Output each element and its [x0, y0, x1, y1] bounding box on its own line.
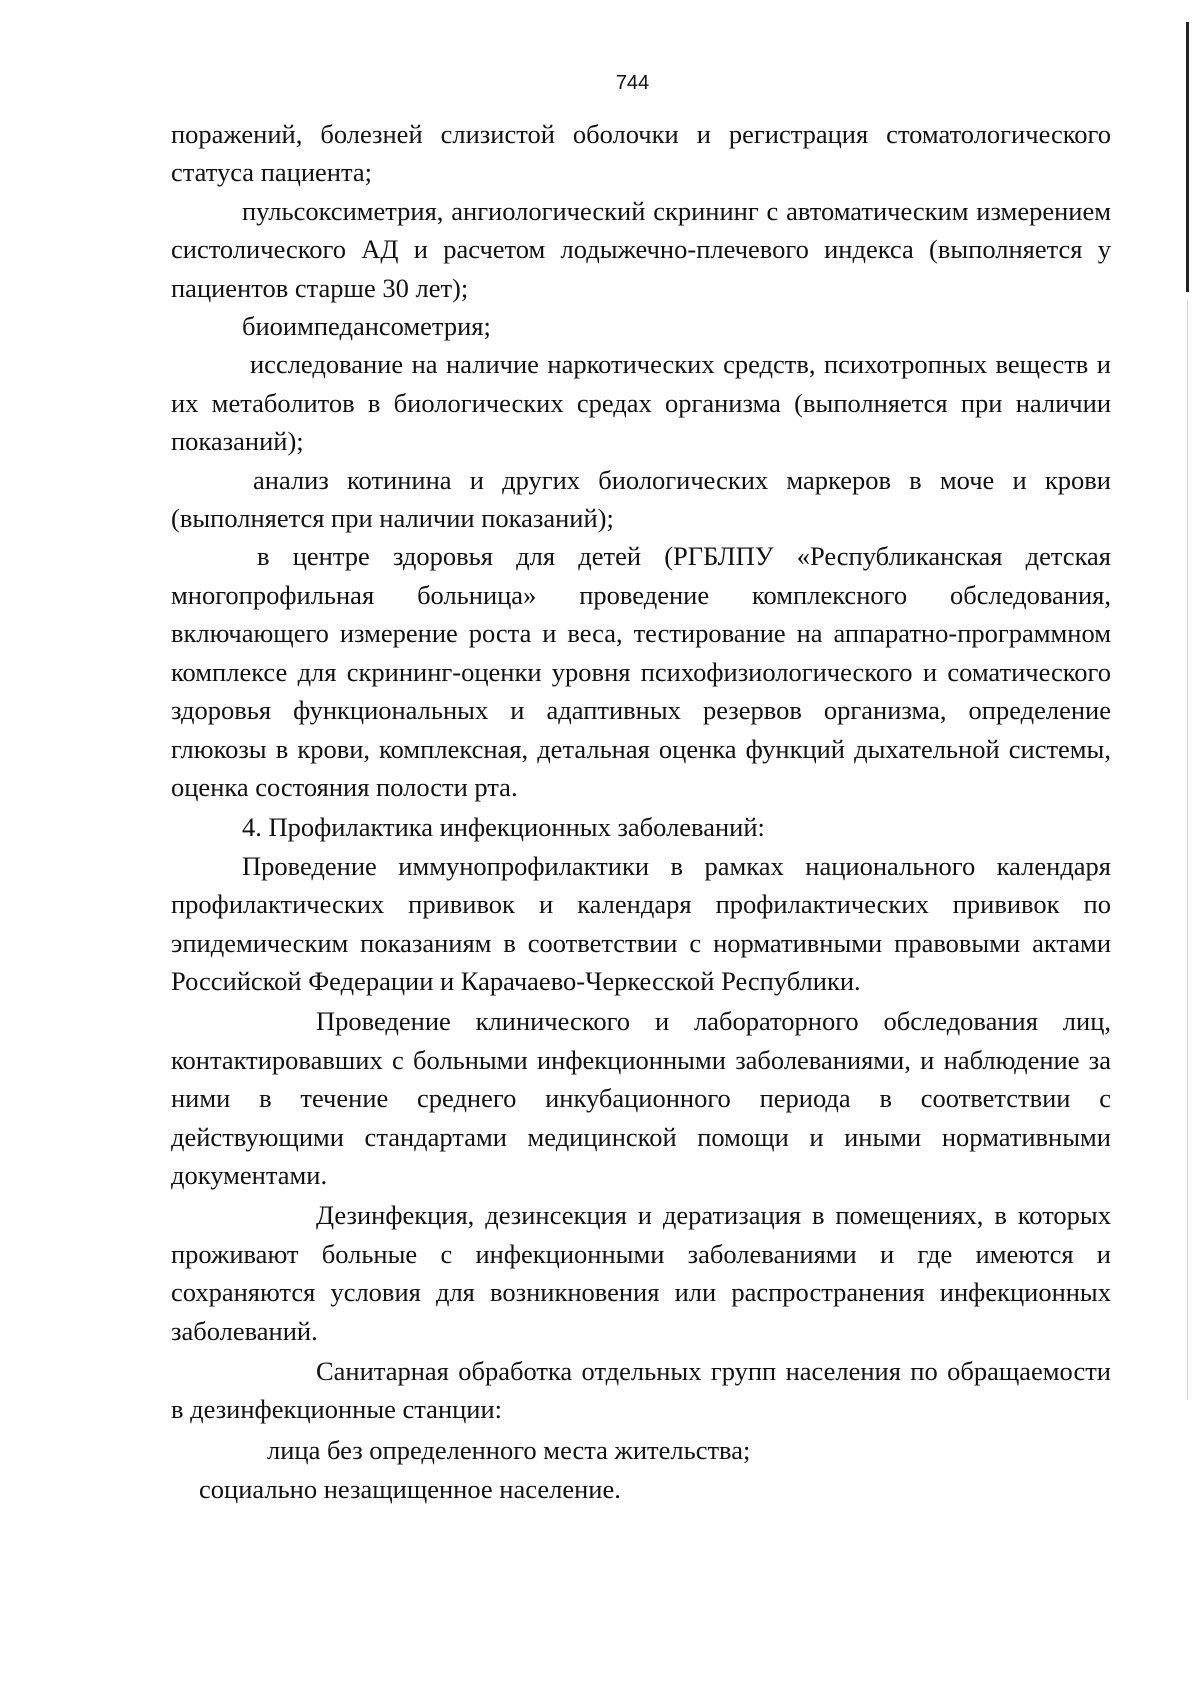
- paragraph-sanitary-treatment: Санитарная обработка отдельных групп населения по обращаемости в дезинфекционные станции:: [171, 1356, 1111, 1425]
- section-heading-infectious-prevention: 4. Профилактика инфекционных заболеваний:: [242, 812, 765, 843]
- paragraph-oral-lesions: поражений, болезней слизистой оболочки и регистрация стоматологического статуса пациента;: [171, 119, 1111, 188]
- paragraph-pulse-oximetry: пульсоксиметрия, ангиологический скрининг с автоматическим измерением систолического АД и расчетом лодыжечно-плечевого индекса (выполняется у пациентов старше 30 лет);: [171, 195, 1111, 303]
- paragraph-children-health-center: в центре здоровья для детей (РГБЛПУ «Республиканская детская многопрофильная больница» проведение комплексного обследования, включающего измерение роста и веса, тестирование на аппаратно-программном комплексе для скрининг-оценки уровня психофизиологического и соматического здоровья функциональных и адаптивных резервов организма, определение глюкозы в крови, комплексная, детальная оценка функций дыхательной системы, оценка состояния полости рта.: [171, 541, 1111, 802]
- paragraph-disinfection: Дезинфекция, дезинсекция и дератизация в помещениях, в которых проживают больные с инфекционными заболеваниями и где имеются и сохраняются условия для возникновения или распространения инфекционных заболеваний.: [171, 1200, 1111, 1346]
- list-item-vulnerable: социально незащищенное население.: [199, 1474, 621, 1505]
- paragraph-drug-testing: исследование на наличие наркотических средств, психотропных веществ и их метаболитов в биологических средах организма (выполняется при наличии показаний);: [171, 349, 1111, 457]
- paragraph-contact-examination: Проведение клинического и лабораторного обследования лиц, контактировавших с больными инфекционными заболеваниями, и наблюдение за ними в течение среднего инкубационного периода в соответствии с действующими стандартами медицинской помощи и иными нормативными документами.: [171, 1006, 1111, 1190]
- scan-edge-line: [1186, 22, 1189, 292]
- document-body: [171, 115, 1111, 1509]
- scan-edge-faint-line: [1187, 300, 1188, 1400]
- paragraph-cotinine: анализ котинина и других биологических маркеров в моче и крови (выполняется при наличии показаний);: [171, 464, 1111, 534]
- list-item-homeless: лица без определенного места жительства;: [267, 1434, 751, 1465]
- paragraph-bioimpedance: биоимпедансометрия;: [242, 311, 491, 342]
- paragraph-immunoprophylaxis: Проведение иммунопрофилактики в рамках национального календаря профилактических прививок и календаря профилактических прививок по эпидемическим показаниям в соответствии с нормативными правовыми актами Российской Федерации и Карачаево-Черкесской Республики.: [171, 850, 1111, 996]
- page-number: 744: [615, 72, 650, 94]
